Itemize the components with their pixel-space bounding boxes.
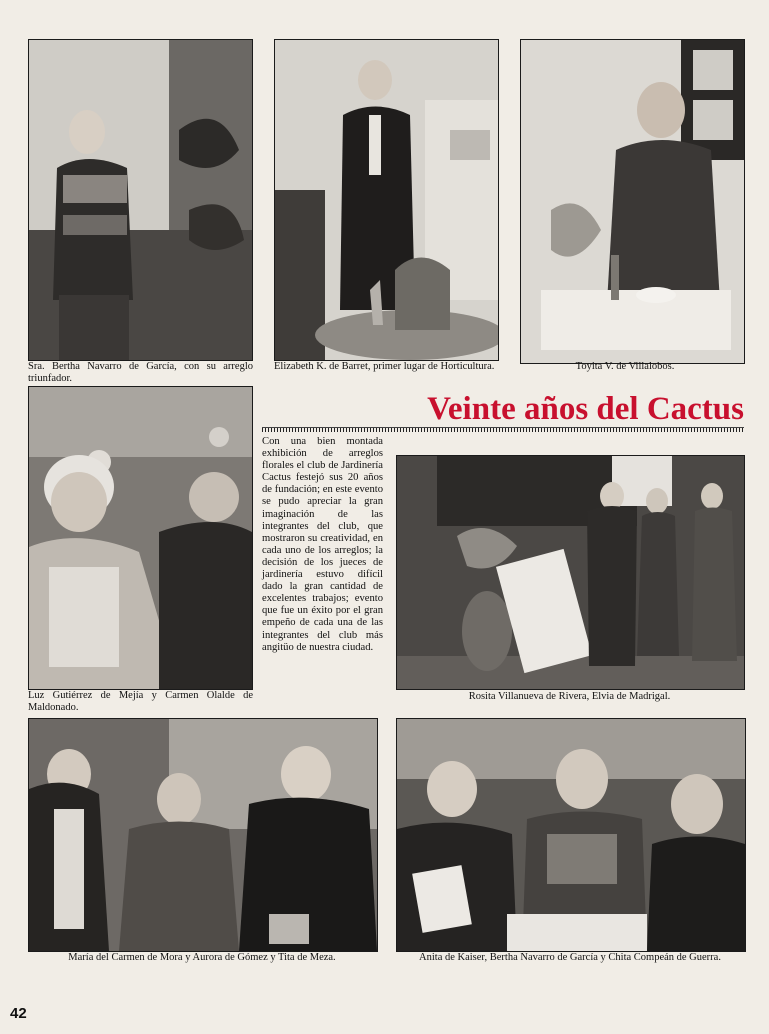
photo-anita-kaiser-group bbox=[396, 718, 746, 952]
photo3-caption: Toyita V. de Villalobos. bbox=[575, 361, 675, 372]
photo6-caption: María del Carmen de Mora y Aurora de Gómez y Tita de Meza. bbox=[68, 952, 336, 963]
photo-bertha-navarro bbox=[28, 39, 253, 361]
photo-luz-gutierrez-carmen-olalde bbox=[28, 386, 253, 690]
photo7-caption: Anita de Kaiser, Bertha Navarro de García y Chita Compeán de Guerra. bbox=[419, 952, 721, 963]
photo1-caption: Sra. Bertha Navarro de García, con su arreglo triunfador. bbox=[28, 361, 253, 384]
photo-rosita-villanueva-elvia-madrigal bbox=[396, 455, 745, 690]
page-number: 42 bbox=[10, 1005, 27, 1022]
photo4-caption: Luz Gutiérrez de Mejía y Carmen Olalde de Maldonado. bbox=[28, 690, 253, 713]
photo-maria-del-carmen-mora-group bbox=[28, 718, 378, 952]
article-headline: Veinte años del Cactus bbox=[427, 391, 744, 427]
photo-toyita-villalobos bbox=[520, 39, 745, 364]
photo2-caption: Elizabeth K. de Barret, primer lugar de Horticultura. bbox=[274, 361, 495, 372]
article-body: Con una bien montada exhibición de arreglos florales el club de Jardinería Cactus festejó sus 20 años de fundación; en este evento se pudo apreciar la gran imaginación de las integrantes del club, que mostraron su creatividad, en cada uno de los arreglos; la decisión de los jueces de jardinería estuvo difícil dado la gran cantidad de excelentes trabajos; evento que fue un éxito por el gran empeño de cada una de las integrantes del club más angitüo de nuestra ciudad. bbox=[262, 436, 383, 653]
photo5-caption: Rosita Villanueva de Rivera, Elvia de Madrigal. bbox=[468, 691, 671, 702]
headline-rule bbox=[262, 427, 744, 432]
photo-elizabeth-barret bbox=[274, 39, 499, 361]
